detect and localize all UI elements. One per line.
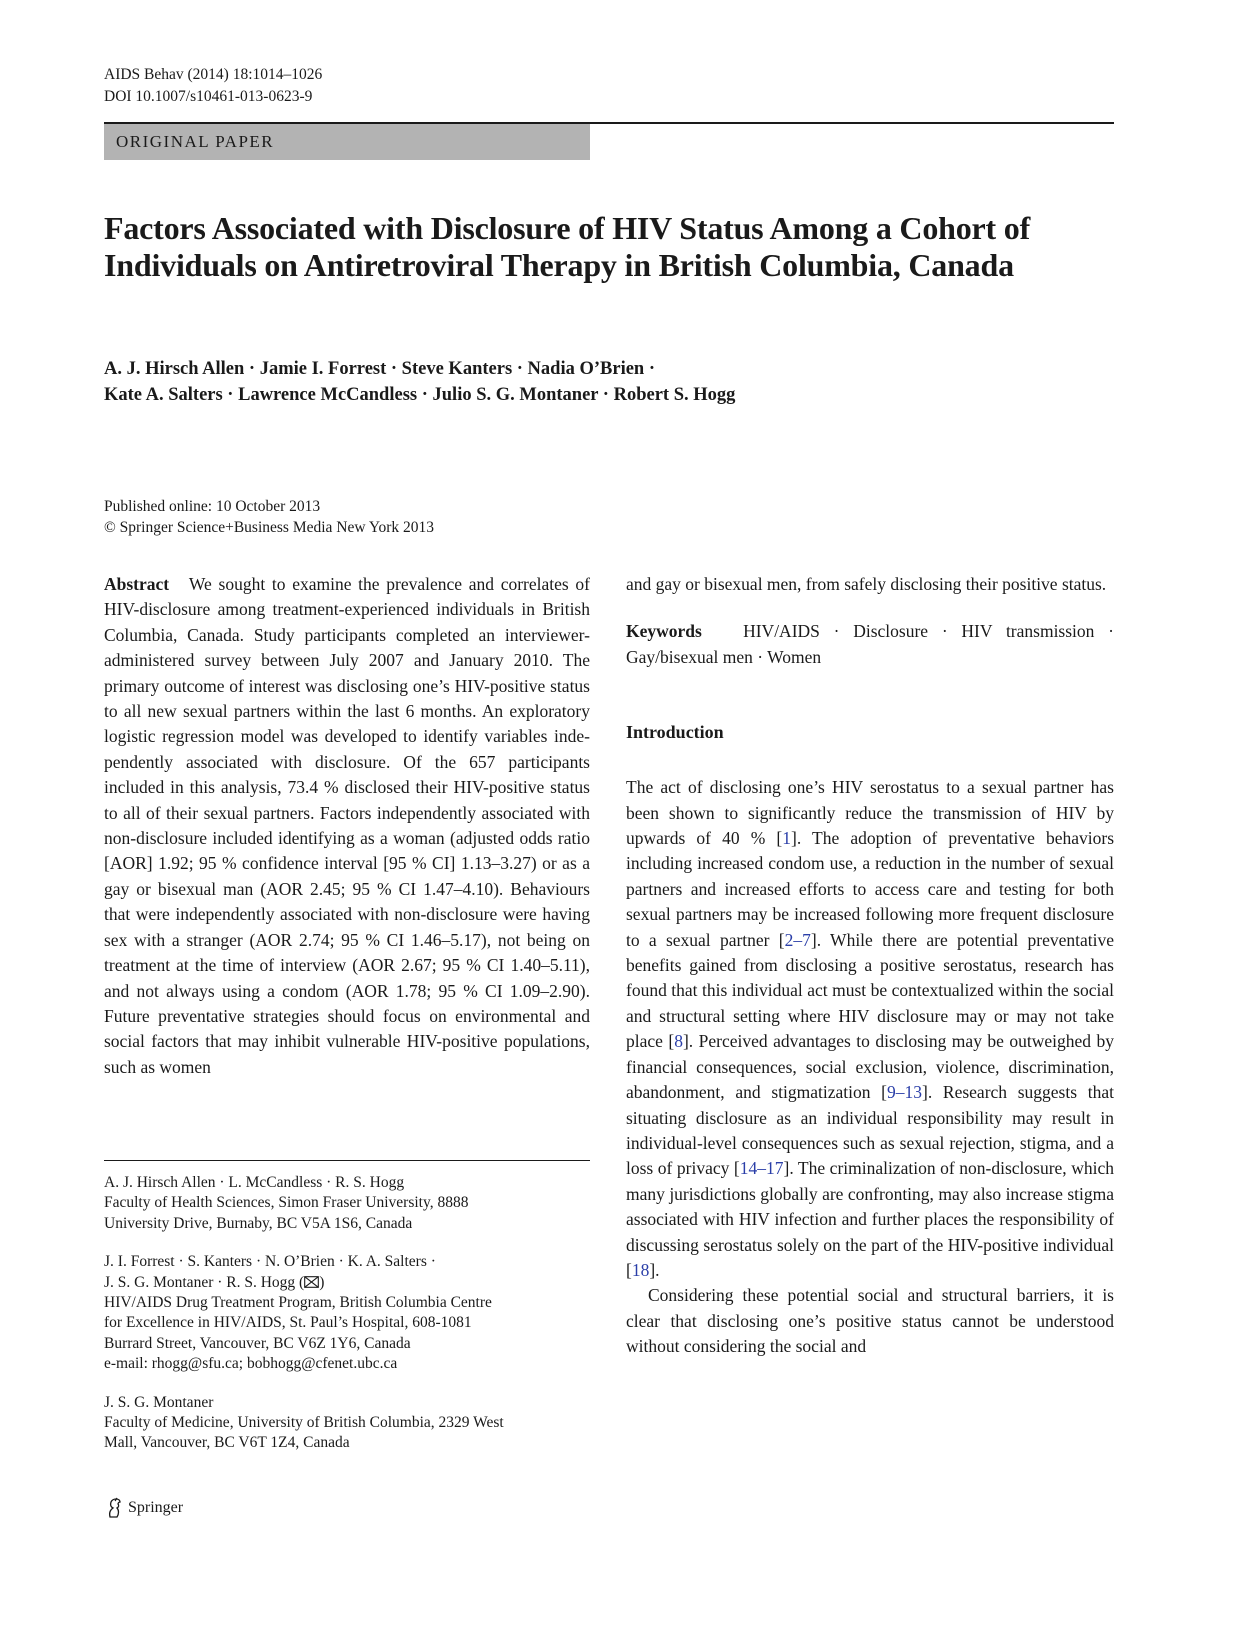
journal-header [104, 64, 322, 108]
affiliation-address: Faculty of Medicine, University of British Columbia, 2329 West [104, 1414, 504, 1432]
published-date: Published online: 10 October 2013 [104, 498, 321, 515]
page-footer [104, 1497, 183, 1519]
citation-link[interactable]: 1 [782, 828, 791, 849]
keywords-label: Keywords [626, 621, 702, 642]
publication-info [104, 496, 434, 538]
affiliation-address: University Drive, Burnaby, BC V5A 1S6, Canada [104, 1214, 413, 1232]
introduction-paragraph: Considering these potential social and structural barriers, it is clear that disclosing one’s positive status cannot be understood without considering the social and [626, 1285, 1114, 1357]
affiliation-address: for Excellence in HIV/AIDS, St. Paul’s Hospital, 608-1081 [104, 1314, 472, 1332]
abstract-text: We sought to examine the prevalence and correlates of HIV-disclosure among treatment-experienced individuals in British Columbia, Canada. Study participants completed an interviewer-administered survey between July 2007 and January 2010. The primary outcome of interest was disclosing one’s HIV-positive status to all new sexual partners within the last 6 months. An exploratory logistic regression model was developed to identify variables independently associated with disclosure. Of the 657 participants included in this analysis, 73.4 % disclosed their HIV-positive status to all of their sexual partners. Factors independently associated with non-disclosure included identifying as a woman (adjusted odds ratio [AOR] 1.92; 95 % confidence interval [95 % CI] 1.13–3.27) or as a gay or bisexual man (AOR 2.45; 95 % CI 1.47–4.10). Behaviours that were independently associated with non-disclosure were having sex with a stranger (AOR 2.74; 95 % CI 1.46–5.17), not being on treatment at the time of interview (AOR 2.67; 95 % CI 1.40–5.11), and not always using a condom (AOR 1.78; 95 % CI 1.09–2.90). Future preventative strategies should focus on environmental and social factors that may inhibit vulnerable HIV-positive populations, such as women [104, 574, 590, 1077]
copyright: © Springer Science+Business Media New York 2013 [104, 519, 435, 536]
paragraph-text: ]. Research suggests that situating disclosure as an individual responsibility may result in individual-level consequences such as sexual rejection, stigma, and a loss of privacy [ [626, 1082, 1114, 1179]
journal-citation: AIDS Behav (2014) 18:1014–1026 [104, 66, 323, 83]
affiliation-address: Mall, Vancouver, BC V6T 1Z4, Canada [104, 1434, 350, 1452]
paragraph-text: ]. The criminalization of non-disclosure, which many jurisdictions globally are confronting, may also increase stigma associated with HIV infection and further places the responsibility of discussing serostatus solely on the part of the HIV-positive individual [ [626, 1158, 1114, 1280]
author-line: A. J. Hirsch Allen · Jamie I. Forrest · Steve Kanters · Nadia O’Brien · [104, 359, 656, 379]
paper-type-band: ORIGINAL PAPER [104, 124, 590, 160]
keywords [626, 619, 1114, 670]
affiliation-email[interactable]: e-mail: rhogg@sfu.ca; bobhogg@cfenet.ubc.ca [104, 1355, 398, 1373]
doi-line: DOI 10.1007/s10461-013-0623-9 [104, 88, 313, 105]
abstract-label: Abstract [104, 574, 170, 594]
citation-link[interactable]: 8 [674, 1031, 683, 1052]
citation-link[interactable]: 2–7 [784, 929, 811, 950]
keywords-text: HIV/AIDS · Disclosure · HIV transmission · Gay/bisexual men · Women [626, 621, 1114, 667]
affiliation-block [104, 1252, 590, 1374]
abstract-continued: and gay or bisexual men, from safely disclosing their positive status. [626, 574, 1107, 594]
springer-horse-icon [104, 1497, 124, 1519]
citation-link[interactable]: 14–17 [739, 1158, 784, 1179]
affiliation-address: Burrard Street, Vancouver, BC V6Z 1Y6, Canada [104, 1334, 411, 1352]
affiliation-block [104, 1173, 590, 1234]
paragraph-text: ]. While there are potential preventative benefits gained from disclosing a positive serostatus, research has found that this individual act must be contextualized within the social and structural setting where HIV disclosure may or may not take place [ [626, 929, 1115, 1052]
affiliation-names-text: ) [319, 1273, 325, 1291]
paragraph-text: ]. [649, 1259, 660, 1280]
affiliation-address: Faculty of Health Sciences, Simon Fraser University, 8888 [104, 1194, 469, 1212]
introduction-paragraph [626, 775, 1114, 1283]
publisher-name: Springer [128, 1499, 184, 1516]
citation-link[interactable]: 9–13 [887, 1082, 922, 1103]
footnote-rule [104, 1160, 590, 1161]
paragraph-text: The act of disclosing one’s HIV serostatus to a sexual partner has been shown to significantly reduce the transmission of HIV by upwards of 40 % [ [626, 777, 1114, 849]
left-column [104, 572, 590, 1080]
affiliations [104, 1173, 590, 1472]
author-line: Kate A. Salters · Lawrence McCandless · Julio S. G. Montaner · Robert S. Hogg [104, 385, 736, 405]
envelope-icon [304, 1276, 319, 1288]
paragraph-text: ]. The adoption of preventative behaviors including increased condom use, a reduction in the number of sexual partners and increased efforts to access care and testing for both sexual partners may be increased following more frequent disclosure to a sexual partner [ [626, 828, 1115, 950]
affiliation-block [104, 1393, 590, 1454]
affiliation-names-text: J. S. G. Montaner · R. S. Hogg ( [104, 1273, 305, 1291]
citation-link[interactable]: 18 [631, 1259, 650, 1280]
affiliation-address: HIV/AIDS Drug Treatment Program, British Columbia Centre [104, 1294, 492, 1312]
right-column [626, 572, 1114, 1360]
affiliation-names: J. S. G. Montaner [104, 1393, 214, 1411]
affiliation-names: A. J. Hirsch Allen · L. McCandless · R. S. Hogg [104, 1174, 405, 1191]
affiliation-names: J. I. Forrest · S. Kanters · N. O’Brien · K. A. Salters · [104, 1253, 436, 1271]
affiliation-names [104, 1273, 590, 1293]
paragraph-text: ]. Perceived advantages to disclosing may be outweighed by financial consequences, social exclusion, violence, discrimination, abandonment, and stigmatization [ [626, 1031, 1114, 1103]
abstract [104, 572, 590, 1080]
article-title: Factors Associated with Disclosure of HIV Status Among a Cohort of Individuals on Antiretroviral Therapy in British Columbia, Canada [104, 210, 1031, 283]
author-list [104, 356, 1104, 408]
section-heading-introduction: Introduction [626, 722, 724, 743]
